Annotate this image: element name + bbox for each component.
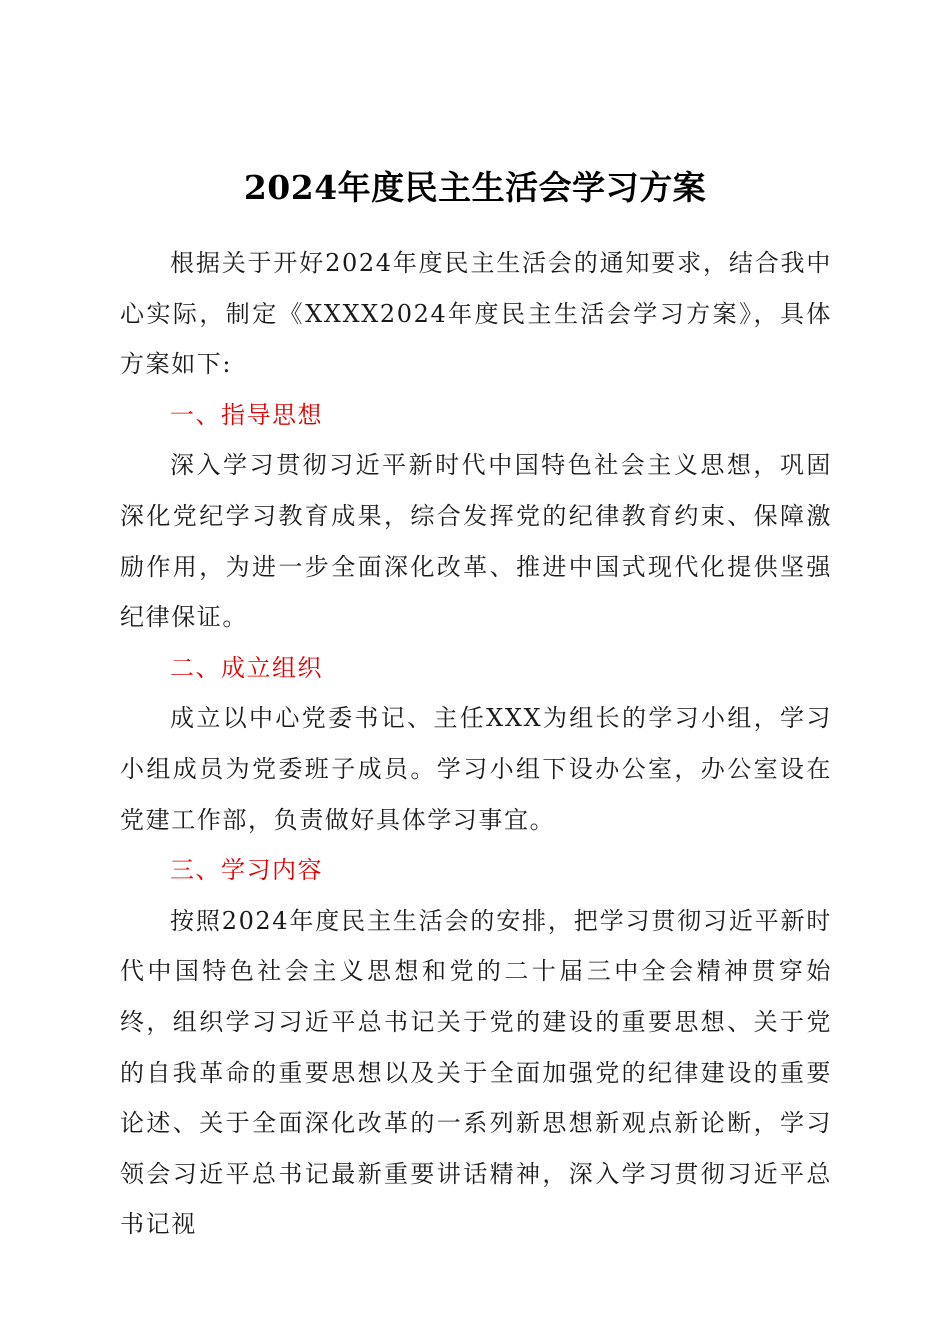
section-paragraph-study-content: 按照2024年度民主生活会的安排，把学习贯彻习近平新时代中国特色社会主义思想和党的二十届三中全会精神贯穿始终，组织学习习近平总书记关于党的建设的重要思想、关于党的自我革命的重要思想以及关于全面加强党的纪律建设的重要论述、关于全面深化改革的一系列新思想新观点新论断，学习领会习近平总书记最新重要讲话精神，深入学习贯彻习近平总书记视: [120, 906, 832, 1239]
section-paragraph-guiding-thought: 深入学习贯彻习近平新时代中国特色社会主义思想，巩固深化党纪学习教育成果，综合发挥党的纪律教育约束、保障激励作用，为进一步全面深化改革、推进中国式现代化提供坚强纪律保证。: [120, 451, 832, 632]
section-heading-guiding-thought: 一、指导思想: [170, 400, 323, 429]
section-heading-organization: 二、成立组织: [170, 653, 323, 682]
document-title: 2024年度民主生活会学习方案: [243, 168, 707, 207]
section-paragraph-organization: 成立以中心党委书记、主任XXX为组长的学习小组，学习小组成员为党委班子成员。学习小组下设办公室，办公室设在党建工作部，负责做好具体学习事宜。: [120, 704, 832, 834]
document-body: [120, 238, 832, 1250]
intro-paragraph: 根据关于开好2024年度民主生活会的通知要求，结合我中心实际，制定《XXXX2024年度民主生活会学习方案》，具体方案如下:: [120, 249, 832, 379]
section-heading-study-content: 三、学习内容: [170, 856, 323, 885]
